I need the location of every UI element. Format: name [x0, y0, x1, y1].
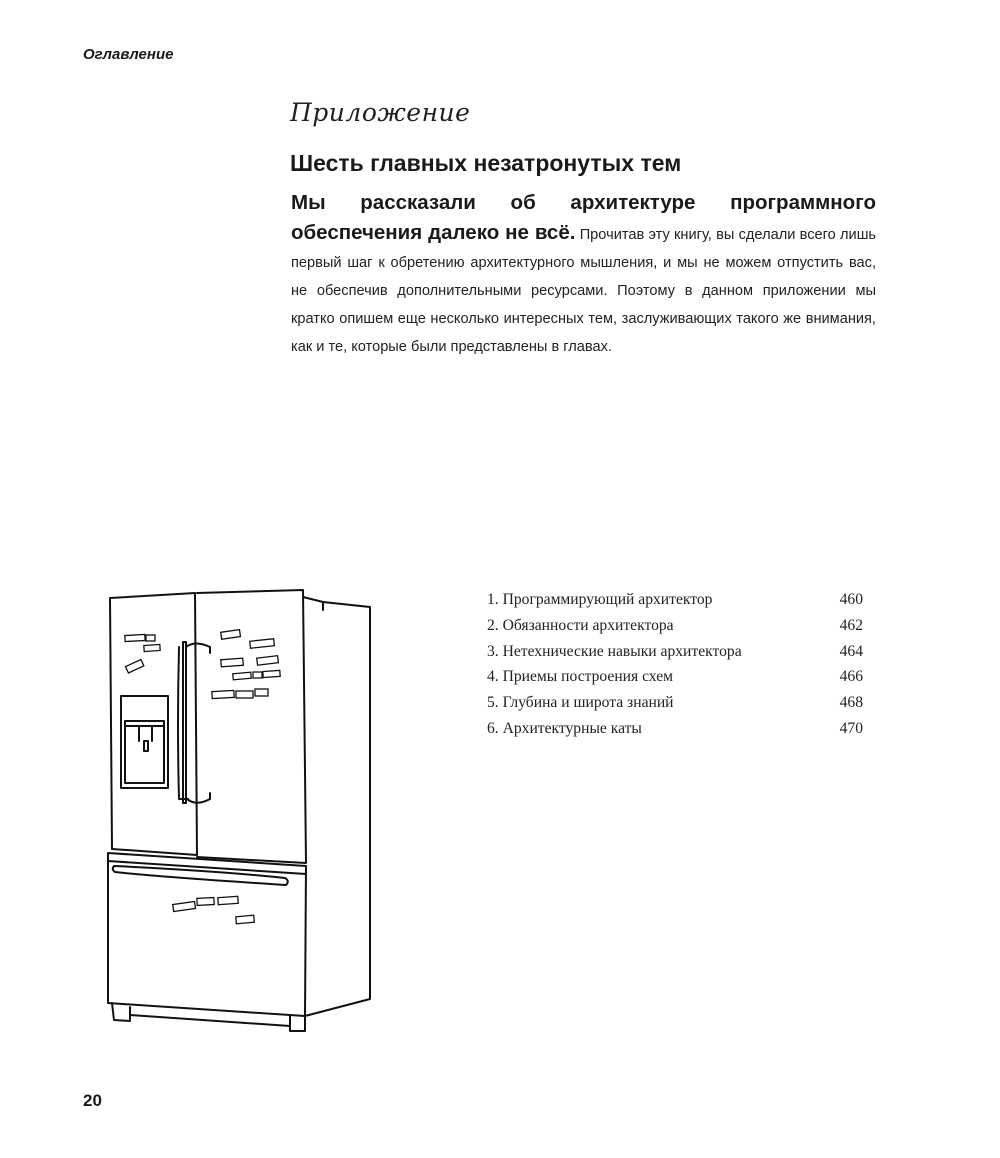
toc-item-title: 2. Обязанности архитектора — [487, 616, 674, 634]
toc-item-page: 460 — [839, 591, 863, 608]
toc-item[interactable] — [487, 690, 863, 716]
chapter-title: Шесть главных незатронутых тем — [290, 150, 682, 176]
toc-item-page: 470 — [839, 719, 863, 737]
toc-item[interactable] — [487, 613, 863, 639]
toc-item-title: 1. Программирующий архитектор — [487, 591, 713, 608]
toc-item-page: 468 — [839, 694, 863, 712]
toc-item-page: 464 — [839, 642, 863, 660]
appendix-label: Приложение — [290, 98, 471, 127]
toc-item-page: 462 — [839, 616, 863, 634]
toc-item-title: 6. Архитектурные каты — [487, 719, 642, 737]
toc-item[interactable] — [487, 716, 863, 742]
appendix-toc — [487, 587, 863, 742]
toc-item[interactable] — [487, 664, 863, 690]
toc-item-title: 3. Нетехнические навыки архитектора — [487, 642, 742, 660]
toc-item-title: 5. Глубина и широта знаний — [487, 694, 674, 712]
intro-body: Прочитав эту книгу, вы сделали всего лишь первый шаг к обретению архитектурного мышления, и мы не можем отпустить вас, не обеспечив дополнительными ресурсами. Поэтому в данном приложении мы кратко опишем еще несколько интересных тем, заслуживающих такого же внимания, как и те, которые были представлены в главах. — [291, 227, 877, 355]
toc-item[interactable] — [487, 587, 863, 613]
refrigerator-icon — [100, 585, 385, 1050]
toc-item-page: 466 — [839, 668, 863, 686]
toc-item[interactable] — [487, 639, 863, 665]
running-head: Оглавление — [83, 46, 174, 63]
toc-item-title: 4. Приемы построения схем — [487, 668, 673, 686]
intro-lead: Мы рассказали об архитектуре программного обеспечения далеко не всё. — [291, 191, 876, 244]
intro-paragraph — [291, 189, 876, 361]
page-number: 20 — [83, 1091, 102, 1110]
